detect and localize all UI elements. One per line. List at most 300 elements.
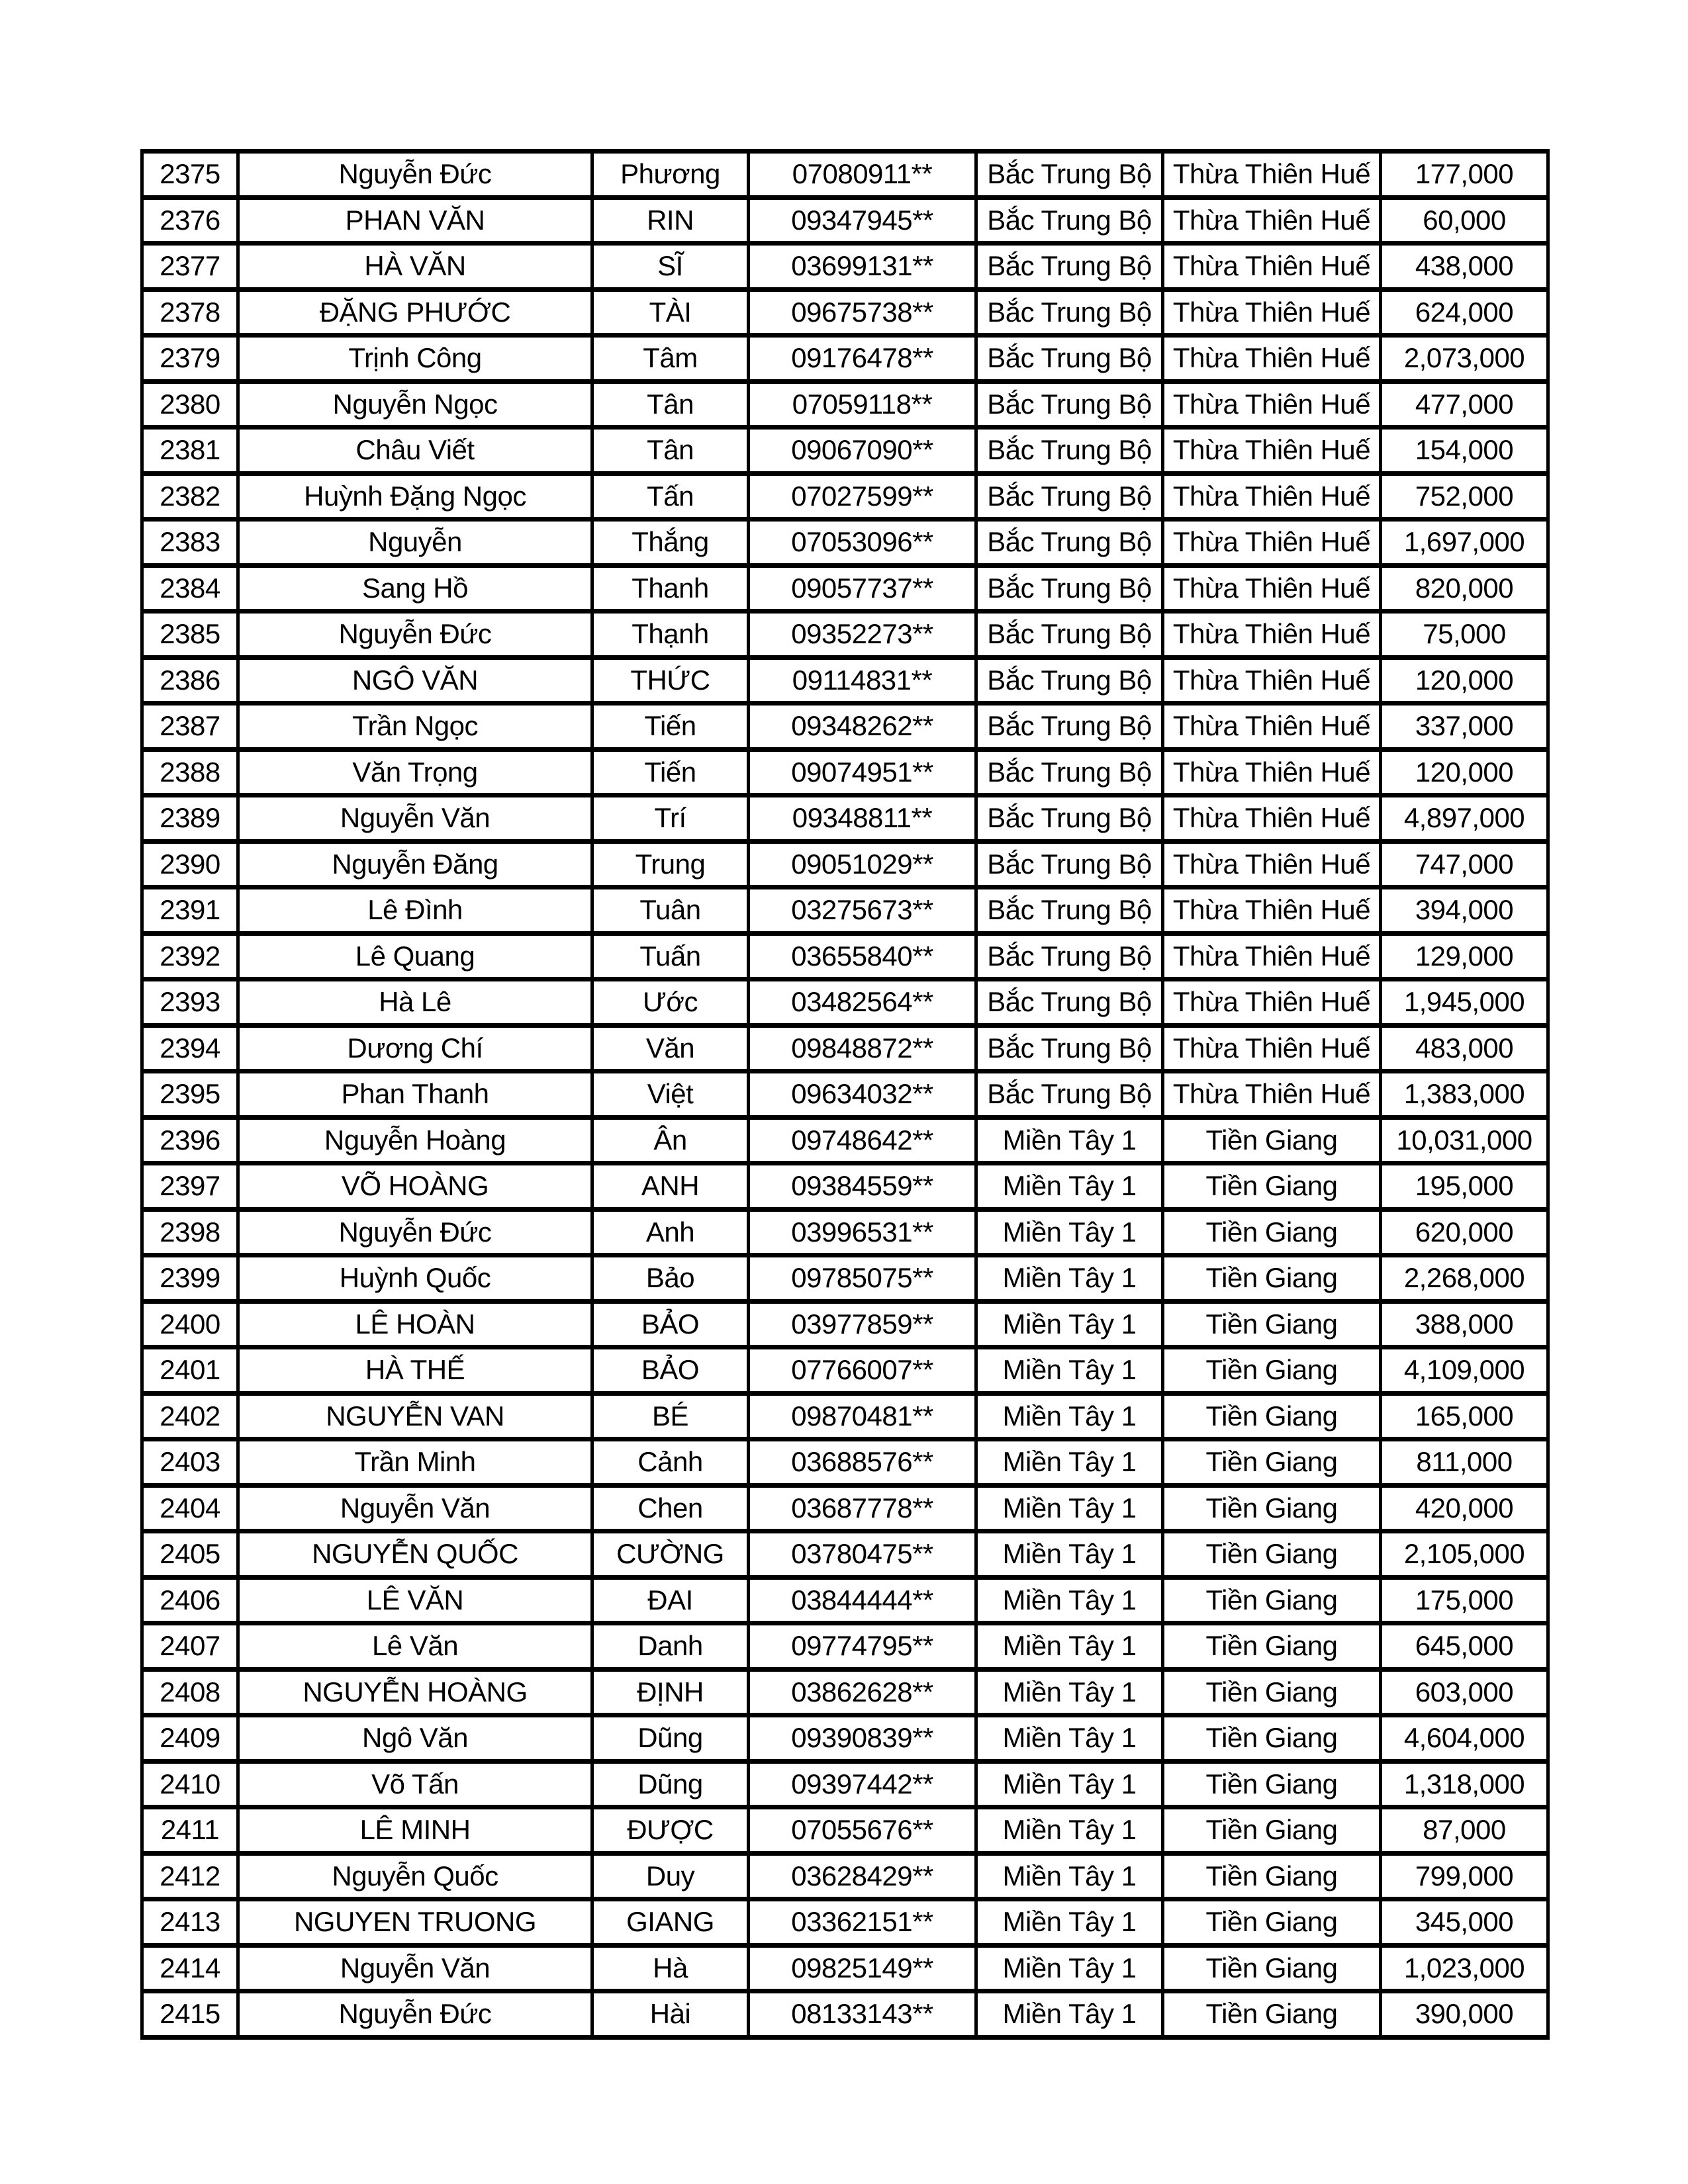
cell-amount: 1,945,000 — [1381, 979, 1548, 1026]
cell-phone: 09675738** — [749, 289, 976, 336]
cell-region: Miền Tây 1 — [976, 1347, 1163, 1394]
cell-amount: 175,000 — [1381, 1577, 1548, 1623]
cell-province: Tiền Giang — [1163, 1669, 1381, 1715]
cell-phone: 09348262** — [749, 704, 976, 750]
table-row — [142, 1945, 1548, 1991]
cell-amount: 4,109,000 — [1381, 1347, 1548, 1394]
cell-phone: 07766007** — [749, 1347, 976, 1394]
cell-province: Tiền Giang — [1163, 1623, 1381, 1670]
cell-phone: 09870481** — [749, 1393, 976, 1439]
cell-province: Thừa Thiên Huế — [1163, 244, 1381, 290]
cell-region: Miền Tây 1 — [976, 1715, 1163, 1762]
cell-first-name: Võ Tấn — [238, 1761, 592, 1807]
cell-first-name: Nguyễn Hoàng — [238, 1117, 592, 1163]
cell-index: 2401 — [142, 1347, 238, 1394]
cell-amount: 2,268,000 — [1381, 1255, 1548, 1302]
cell-first-name: Huỳnh Đặng Ngọc — [238, 473, 592, 520]
cell-last-name: Việt — [592, 1071, 749, 1118]
cell-province: Tiền Giang — [1163, 1301, 1381, 1347]
cell-first-name: LÊ MINH — [238, 1807, 592, 1854]
cell-amount: 477,000 — [1381, 381, 1548, 428]
cell-region: Miền Tây 1 — [976, 1393, 1163, 1439]
cell-amount: 60,000 — [1381, 197, 1548, 244]
cell-region: Bắc Trung Bộ — [976, 244, 1163, 290]
cell-first-name: Dương Chí — [238, 1025, 592, 1071]
cell-last-name: Tuân — [592, 887, 749, 934]
cell-first-name: Phan Thanh — [238, 1071, 592, 1118]
cell-amount: 177,000 — [1381, 152, 1548, 198]
cell-index: 2384 — [142, 565, 238, 612]
cell-amount: 1,023,000 — [1381, 1945, 1548, 1991]
cell-last-name: ĐƯỢC — [592, 1807, 749, 1854]
table-row — [142, 1347, 1548, 1394]
cell-index: 2404 — [142, 1485, 238, 1531]
table-row — [142, 612, 1548, 658]
table-row — [142, 1807, 1548, 1854]
cell-last-name: Tân — [592, 381, 749, 428]
cell-phone: 09848872** — [749, 1025, 976, 1071]
cell-region: Miền Tây 1 — [976, 1301, 1163, 1347]
cell-amount: 87,000 — [1381, 1807, 1548, 1854]
cell-province: Tiền Giang — [1163, 1347, 1381, 1394]
cell-amount: 75,000 — [1381, 612, 1548, 658]
cell-last-name: SĨ — [592, 244, 749, 290]
cell-region: Bắc Trung Bộ — [976, 704, 1163, 750]
table-row — [142, 1853, 1548, 1899]
table-row — [142, 197, 1548, 244]
cell-last-name: Dũng — [592, 1715, 749, 1762]
cell-last-name: BẢO — [592, 1301, 749, 1347]
cell-index: 2377 — [142, 244, 238, 290]
cell-index: 2413 — [142, 1899, 238, 1946]
cell-province: Thừa Thiên Huế — [1163, 428, 1381, 474]
cell-phone: 07080911** — [749, 152, 976, 198]
cell-phone: 09352273** — [749, 612, 976, 658]
cell-phone: 09057737** — [749, 565, 976, 612]
cell-region: Bắc Trung Bộ — [976, 796, 1163, 842]
table-row — [142, 1577, 1548, 1623]
cell-index: 2397 — [142, 1163, 238, 1210]
cell-region: Miền Tây 1 — [976, 1853, 1163, 1899]
donations-table-body — [142, 152, 1548, 2038]
cell-first-name: Trịnh Công — [238, 336, 592, 382]
cell-region: Miền Tây 1 — [976, 1255, 1163, 1302]
table-row — [142, 1623, 1548, 1670]
cell-first-name: PHAN VĂN — [238, 197, 592, 244]
cell-region: Bắc Trung Bộ — [976, 1071, 1163, 1118]
cell-last-name: TÀI — [592, 289, 749, 336]
cell-first-name: ĐẶNG PHƯỚC — [238, 289, 592, 336]
cell-last-name: Cảnh — [592, 1439, 749, 1486]
cell-province: Thừa Thiên Huế — [1163, 796, 1381, 842]
cell-province: Thừa Thiên Huế — [1163, 565, 1381, 612]
cell-region: Bắc Trung Bộ — [976, 749, 1163, 796]
cell-region: Miền Tây 1 — [976, 1669, 1163, 1715]
cell-first-name: Nguyễn Đức — [238, 612, 592, 658]
cell-region: Bắc Trung Bộ — [976, 152, 1163, 198]
table-row — [142, 1439, 1548, 1486]
cell-index: 2387 — [142, 704, 238, 750]
cell-phone: 09397442** — [749, 1761, 976, 1807]
cell-first-name: Nguyễn Đức — [238, 1209, 592, 1255]
cell-province: Tiền Giang — [1163, 1163, 1381, 1210]
cell-last-name: Tâm — [592, 336, 749, 382]
cell-phone: 03362151** — [749, 1899, 976, 1946]
table-row — [142, 473, 1548, 520]
table-row — [142, 887, 1548, 934]
cell-province: Tiền Giang — [1163, 1485, 1381, 1531]
table-row — [142, 381, 1548, 428]
table-row — [142, 1163, 1548, 1210]
cell-province: Thừa Thiên Huế — [1163, 612, 1381, 658]
cell-first-name: Huỳnh Quốc — [238, 1255, 592, 1302]
cell-first-name: Lê Văn — [238, 1623, 592, 1670]
cell-amount: 4,604,000 — [1381, 1715, 1548, 1762]
cell-index: 2409 — [142, 1715, 238, 1762]
cell-first-name: Nguyễn Văn — [238, 1945, 592, 1991]
cell-last-name: Duy — [592, 1853, 749, 1899]
cell-index: 2388 — [142, 749, 238, 796]
cell-province: Thừa Thiên Huế — [1163, 841, 1381, 887]
cell-index: 2395 — [142, 1071, 238, 1118]
cell-index: 2378 — [142, 289, 238, 336]
cell-first-name: NGÔ VĂN — [238, 657, 592, 704]
cell-amount: 10,031,000 — [1381, 1117, 1548, 1163]
cell-first-name: Sang Hồ — [238, 565, 592, 612]
table-row — [142, 1209, 1548, 1255]
cell-region: Bắc Trung Bộ — [976, 565, 1163, 612]
cell-region: Bắc Trung Bộ — [976, 428, 1163, 474]
cell-province: Tiền Giang — [1163, 1209, 1381, 1255]
cell-first-name: Nguyễn — [238, 520, 592, 566]
cell-province: Thừa Thiên Huế — [1163, 657, 1381, 704]
cell-province: Thừa Thiên Huế — [1163, 473, 1381, 520]
cell-amount: 420,000 — [1381, 1485, 1548, 1531]
cell-index: 2380 — [142, 381, 238, 428]
table-row — [142, 1071, 1548, 1118]
cell-last-name: Ước — [592, 979, 749, 1026]
table-row — [142, 152, 1548, 198]
cell-first-name: NGUYỄN QUỐC — [238, 1531, 592, 1578]
cell-amount: 620,000 — [1381, 1209, 1548, 1255]
cell-amount: 2,105,000 — [1381, 1531, 1548, 1578]
table-row — [142, 749, 1548, 796]
cell-first-name: Nguyễn Đức — [238, 152, 592, 198]
cell-last-name: Thạnh — [592, 612, 749, 658]
cell-last-name: Văn — [592, 1025, 749, 1071]
cell-phone: 09384559** — [749, 1163, 976, 1210]
cell-amount: 165,000 — [1381, 1393, 1548, 1439]
table-row — [142, 796, 1548, 842]
cell-last-name: Trung — [592, 841, 749, 887]
table-row — [142, 841, 1548, 887]
cell-phone: 03482564** — [749, 979, 976, 1026]
cell-phone: 09774795** — [749, 1623, 976, 1670]
cell-index: 2411 — [142, 1807, 238, 1854]
donations-table — [140, 149, 1550, 2040]
cell-province: Thừa Thiên Huế — [1163, 933, 1381, 979]
table-row — [142, 336, 1548, 382]
cell-phone: 03275673** — [749, 887, 976, 934]
cell-province: Tiền Giang — [1163, 1991, 1381, 2038]
cell-amount: 195,000 — [1381, 1163, 1548, 1210]
cell-phone: 07053096** — [749, 520, 976, 566]
cell-phone: 07055676** — [749, 1807, 976, 1854]
cell-region: Bắc Trung Bộ — [976, 381, 1163, 428]
cell-phone: 03977859** — [749, 1301, 976, 1347]
cell-first-name: HÀ VĂN — [238, 244, 592, 290]
cell-index: 2385 — [142, 612, 238, 658]
cell-phone: 03687778** — [749, 1485, 976, 1531]
cell-province: Thừa Thiên Huế — [1163, 887, 1381, 934]
table-row — [142, 1761, 1548, 1807]
table-row — [142, 933, 1548, 979]
cell-phone: 09390839** — [749, 1715, 976, 1762]
table-row — [142, 1393, 1548, 1439]
cell-first-name: LÊ VĂN — [238, 1577, 592, 1623]
cell-amount: 603,000 — [1381, 1669, 1548, 1715]
cell-province: Tiền Giang — [1163, 1393, 1381, 1439]
cell-amount: 120,000 — [1381, 749, 1548, 796]
cell-index: 2406 — [142, 1577, 238, 1623]
cell-region: Miền Tây 1 — [976, 1117, 1163, 1163]
cell-amount: 1,383,000 — [1381, 1071, 1548, 1118]
cell-amount: 483,000 — [1381, 1025, 1548, 1071]
cell-province: Thừa Thiên Huế — [1163, 289, 1381, 336]
cell-amount: 154,000 — [1381, 428, 1548, 474]
cell-region: Bắc Trung Bộ — [976, 197, 1163, 244]
cell-last-name: Dũng — [592, 1761, 749, 1807]
cell-amount: 2,073,000 — [1381, 336, 1548, 382]
table-row — [142, 244, 1548, 290]
cell-first-name: Nguyễn Đăng — [238, 841, 592, 887]
cell-amount: 645,000 — [1381, 1623, 1548, 1670]
cell-amount: 345,000 — [1381, 1899, 1548, 1946]
cell-region: Bắc Trung Bộ — [976, 979, 1163, 1026]
cell-province: Tiền Giang — [1163, 1531, 1381, 1578]
cell-first-name: Trần Ngọc — [238, 704, 592, 750]
cell-last-name: ĐỊNH — [592, 1669, 749, 1715]
cell-last-name: GIANG — [592, 1899, 749, 1946]
cell-last-name: CƯỜNG — [592, 1531, 749, 1578]
table-row — [142, 1301, 1548, 1347]
cell-index: 2407 — [142, 1623, 238, 1670]
cell-first-name: Văn Trọng — [238, 749, 592, 796]
cell-region: Miền Tây 1 — [976, 1899, 1163, 1946]
cell-phone: 03996531** — [749, 1209, 976, 1255]
cell-first-name: Nguyễn Quốc — [238, 1853, 592, 1899]
cell-first-name: NGUYỄN HOÀNG — [238, 1669, 592, 1715]
cell-amount: 624,000 — [1381, 289, 1548, 336]
cell-first-name: Nguyễn Văn — [238, 796, 592, 842]
cell-province: Thừa Thiên Huế — [1163, 1025, 1381, 1071]
cell-phone: 03699131** — [749, 244, 976, 290]
cell-province: Tiền Giang — [1163, 1715, 1381, 1762]
cell-first-name: NGUYEN TRUONG — [238, 1899, 592, 1946]
cell-phone: 03688576** — [749, 1439, 976, 1486]
cell-phone: 09825149** — [749, 1945, 976, 1991]
cell-last-name: Tiến — [592, 749, 749, 796]
table-row — [142, 1669, 1548, 1715]
cell-index: 2376 — [142, 197, 238, 244]
cell-province: Tiền Giang — [1163, 1577, 1381, 1623]
cell-first-name: Hà Lê — [238, 979, 592, 1026]
cell-index: 2403 — [142, 1439, 238, 1486]
cell-index: 2400 — [142, 1301, 238, 1347]
cell-last-name: Thanh — [592, 565, 749, 612]
cell-amount: 388,000 — [1381, 1301, 1548, 1347]
cell-region: Miền Tây 1 — [976, 1209, 1163, 1255]
cell-phone: 09074951** — [749, 749, 976, 796]
cell-region: Miền Tây 1 — [976, 1577, 1163, 1623]
cell-phone: 03655840** — [749, 933, 976, 979]
cell-first-name: Trần Minh — [238, 1439, 592, 1486]
cell-amount: 129,000 — [1381, 933, 1548, 979]
cell-region: Miền Tây 1 — [976, 1163, 1163, 1210]
cell-phone: 03844444** — [749, 1577, 976, 1623]
cell-phone: 07059118** — [749, 381, 976, 428]
cell-region: Bắc Trung Bộ — [976, 473, 1163, 520]
table-row — [142, 428, 1548, 474]
cell-region: Miền Tây 1 — [976, 1439, 1163, 1486]
cell-province: Tiền Giang — [1163, 1255, 1381, 1302]
cell-region: Bắc Trung Bộ — [976, 1025, 1163, 1071]
cell-phone: 09176478** — [749, 336, 976, 382]
cell-phone: 08133143** — [749, 1991, 976, 2038]
cell-first-name: Nguyễn Đức — [238, 1991, 592, 2038]
cell-index: 2410 — [142, 1761, 238, 1807]
cell-province: Thừa Thiên Huế — [1163, 336, 1381, 382]
table-row — [142, 657, 1548, 704]
cell-last-name: Tiến — [592, 704, 749, 750]
cell-index: 2412 — [142, 1853, 238, 1899]
cell-amount: 4,897,000 — [1381, 796, 1548, 842]
cell-phone: 09348811** — [749, 796, 976, 842]
cell-province: Thừa Thiên Huế — [1163, 704, 1381, 750]
cell-index: 2399 — [142, 1255, 238, 1302]
cell-province: Tiền Giang — [1163, 1117, 1381, 1163]
cell-index: 2389 — [142, 796, 238, 842]
cell-index: 2394 — [142, 1025, 238, 1071]
cell-last-name: BẢO — [592, 1347, 749, 1394]
cell-first-name: NGUYỄN VAN — [238, 1393, 592, 1439]
cell-province: Thừa Thiên Huế — [1163, 520, 1381, 566]
cell-phone: 03862628** — [749, 1669, 976, 1715]
table-row — [142, 1255, 1548, 1302]
cell-index: 2382 — [142, 473, 238, 520]
cell-region: Bắc Trung Bộ — [976, 657, 1163, 704]
cell-first-name: Nguyễn Ngọc — [238, 381, 592, 428]
cell-province: Tiền Giang — [1163, 1761, 1381, 1807]
cell-last-name: Tấn — [592, 473, 749, 520]
cell-region: Miền Tây 1 — [976, 1485, 1163, 1531]
table-row — [142, 1991, 1548, 2038]
table-row — [142, 704, 1548, 750]
cell-province: Tiền Giang — [1163, 1439, 1381, 1486]
cell-province: Thừa Thiên Huế — [1163, 197, 1381, 244]
cell-amount: 811,000 — [1381, 1439, 1548, 1486]
table-row — [142, 1899, 1548, 1946]
cell-index: 2405 — [142, 1531, 238, 1578]
cell-amount: 390,000 — [1381, 1991, 1548, 2038]
cell-region: Bắc Trung Bộ — [976, 520, 1163, 566]
cell-amount: 394,000 — [1381, 887, 1548, 934]
table-row — [142, 1025, 1548, 1071]
cell-amount: 799,000 — [1381, 1853, 1548, 1899]
cell-amount: 1,697,000 — [1381, 520, 1548, 566]
cell-phone: 09785075** — [749, 1255, 976, 1302]
cell-amount: 337,000 — [1381, 704, 1548, 750]
cell-last-name: Anh — [592, 1209, 749, 1255]
cell-first-name: Lê Quang — [238, 933, 592, 979]
cell-last-name: ANH — [592, 1163, 749, 1210]
cell-region: Bắc Trung Bộ — [976, 933, 1163, 979]
cell-last-name: Hà — [592, 1945, 749, 1991]
cell-amount: 820,000 — [1381, 565, 1548, 612]
cell-province: Thừa Thiên Huế — [1163, 381, 1381, 428]
cell-last-name: Trí — [592, 796, 749, 842]
cell-index: 2408 — [142, 1669, 238, 1715]
cell-index: 2392 — [142, 933, 238, 979]
cell-region: Miền Tây 1 — [976, 1807, 1163, 1854]
cell-last-name: ĐAI — [592, 1577, 749, 1623]
cell-last-name: RIN — [592, 197, 749, 244]
cell-last-name: Bảo — [592, 1255, 749, 1302]
cell-phone: 09748642** — [749, 1117, 976, 1163]
cell-first-name: Nguyễn Văn — [238, 1485, 592, 1531]
table-row — [142, 1117, 1548, 1163]
cell-index: 2379 — [142, 336, 238, 382]
cell-amount: 120,000 — [1381, 657, 1548, 704]
cell-region: Miền Tây 1 — [976, 1623, 1163, 1670]
table-row — [142, 289, 1548, 336]
cell-region: Bắc Trung Bộ — [976, 336, 1163, 382]
cell-region: Bắc Trung Bộ — [976, 612, 1163, 658]
cell-index: 2414 — [142, 1945, 238, 1991]
cell-last-name: Chen — [592, 1485, 749, 1531]
cell-phone: 03628429** — [749, 1853, 976, 1899]
cell-region: Bắc Trung Bộ — [976, 841, 1163, 887]
cell-amount: 1,318,000 — [1381, 1761, 1548, 1807]
cell-last-name: Phương — [592, 152, 749, 198]
cell-last-name: THỨC — [592, 657, 749, 704]
table-row — [142, 979, 1548, 1026]
cell-last-name: Ân — [592, 1117, 749, 1163]
cell-province: Thừa Thiên Huế — [1163, 749, 1381, 796]
cell-index: 2375 — [142, 152, 238, 198]
cell-first-name: Châu Viết — [238, 428, 592, 474]
cell-phone: 09634032** — [749, 1071, 976, 1118]
table-row — [142, 1715, 1548, 1762]
cell-index: 2390 — [142, 841, 238, 887]
cell-first-name: HÀ THẾ — [238, 1347, 592, 1394]
cell-index: 2402 — [142, 1393, 238, 1439]
cell-phone: 07027599** — [749, 473, 976, 520]
cell-index: 2386 — [142, 657, 238, 704]
table-row — [142, 565, 1548, 612]
cell-last-name: Tân — [592, 428, 749, 474]
cell-index: 2398 — [142, 1209, 238, 1255]
cell-phone: 09114831** — [749, 657, 976, 704]
cell-first-name: Lê Đình — [238, 887, 592, 934]
cell-province: Thừa Thiên Huế — [1163, 152, 1381, 198]
cell-amount: 438,000 — [1381, 244, 1548, 290]
cell-region: Bắc Trung Bộ — [976, 887, 1163, 934]
cell-region: Miền Tây 1 — [976, 1531, 1163, 1578]
cell-index: 2383 — [142, 520, 238, 566]
cell-index: 2381 — [142, 428, 238, 474]
cell-amount: 752,000 — [1381, 473, 1548, 520]
